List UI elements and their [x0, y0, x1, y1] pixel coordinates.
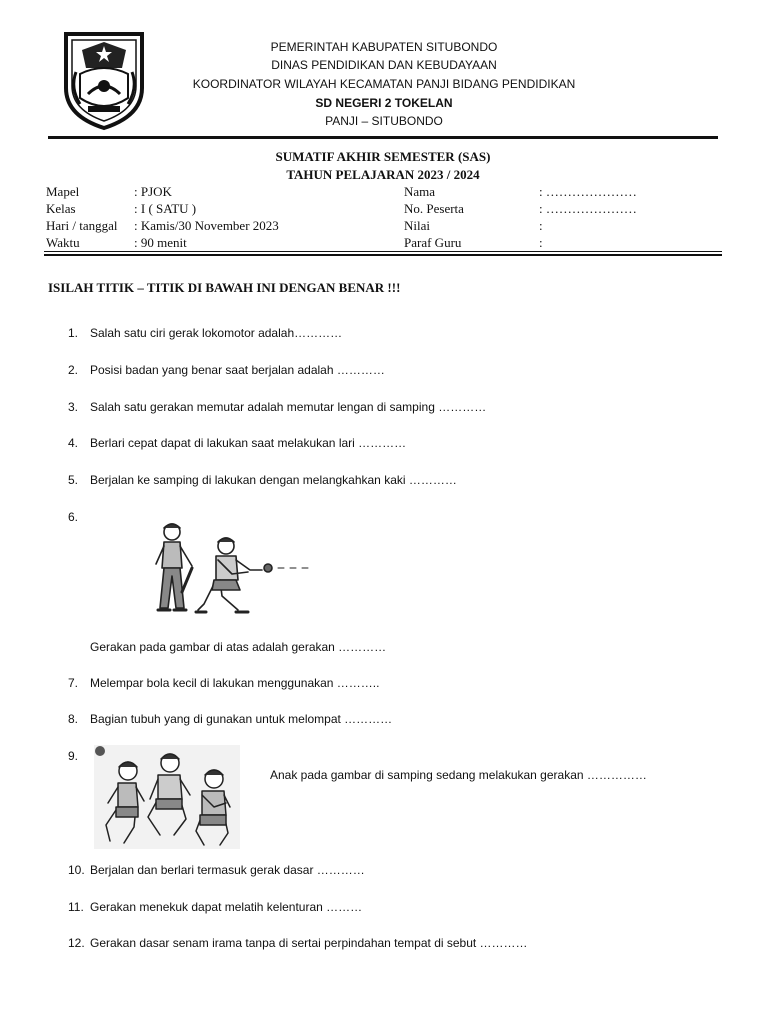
question-item	[68, 363, 385, 377]
header-school-name: SD NEGERI 2 TOKELAN	[315, 96, 453, 110]
info-label-time: Waktu	[46, 235, 80, 250]
question-number: 4.	[68, 436, 79, 450]
info-value-time: : 90 menit	[134, 235, 187, 250]
exam-year: TAHUN PELAJARAN 2023 / 2024	[286, 167, 480, 182]
info-label-subject: Mapel	[46, 184, 80, 199]
question-number: 7.	[68, 676, 79, 690]
question-number: 1.	[68, 326, 79, 340]
question-item	[68, 436, 406, 450]
header-location: PANJI – SITUBONDO	[325, 114, 443, 128]
question-number: 12.	[68, 936, 85, 950]
header-divider	[48, 136, 718, 139]
question-number: 10.	[68, 863, 85, 877]
question-item	[68, 900, 362, 914]
question-item	[68, 749, 90, 763]
info-value-subject: : PJOK	[134, 184, 172, 199]
question-text: Bagian tubuh yang di gunakan untuk melompat …………	[90, 712, 393, 726]
info-divider-thin	[44, 251, 722, 252]
info-label-teacher-signature: Paraf Guru	[404, 235, 462, 250]
question-item	[68, 473, 457, 487]
info-value-teacher-signature: :	[539, 235, 543, 250]
question-6-caption: Gerakan pada gambar di atas adalah gerakan …………	[90, 640, 387, 654]
question-number: 11.	[68, 900, 84, 914]
info-label-date: Hari / tanggal	[46, 218, 118, 233]
question-item	[68, 712, 392, 726]
question-number: 3.	[68, 400, 79, 414]
question-text: Salah satu ciri gerak lokomotor adalah…………	[90, 326, 343, 340]
info-divider-thick	[44, 254, 722, 256]
info-value-participant-number: : …………………	[539, 201, 637, 216]
info-value-name: : …………………	[539, 184, 637, 199]
question-number: 8.	[68, 712, 79, 726]
question-item	[68, 863, 365, 877]
question-item	[68, 510, 90, 524]
batting-children-illustration	[138, 516, 318, 624]
jumping-children-illustration	[94, 745, 240, 849]
question-item	[68, 936, 528, 950]
question-text: Berjalan dan berlari termasuk gerak dasar …………	[90, 863, 365, 877]
question-text: Berlari cepat dapat di lakukan saat melakukan lari …………	[90, 436, 407, 450]
header-department-line: DINAS PENDIDIKAN DAN KEBUDAYAAN	[271, 58, 497, 72]
question-item	[68, 400, 486, 414]
info-value-date: : Kamis/30 November 2023	[134, 218, 279, 233]
info-value-score: :	[539, 218, 543, 233]
info-label-participant-number: No. Peserta	[404, 201, 464, 216]
regency-emblem-logo	[58, 28, 150, 132]
question-number: 2.	[68, 363, 79, 377]
question-text: Gerakan dasar senam irama tanpa di sertai perpindahan tempat di sebut …………	[90, 936, 528, 950]
info-label-class: Kelas	[46, 201, 76, 216]
question-text: Gerakan menekuk dapat melatih kelenturan ………	[90, 900, 363, 914]
question-number: 6.	[68, 510, 79, 524]
question-text: Berjalan ke samping di lakukan dengan melangkahkan kaki …………	[90, 473, 457, 487]
header-government-line: PEMERINTAH KABUPATEN SITUBONDO	[270, 40, 498, 54]
info-value-class: : I ( SATU )	[134, 201, 197, 216]
question-text: Melempar bola kecil di lakukan menggunakan ………..	[90, 676, 380, 690]
instruction-heading: ISILAH TITIK – TITIK DI BAWAH INI DENGAN BENAR !!!	[48, 280, 401, 295]
header-coordinator-line: KOORDINATOR WILAYAH KECAMATAN PANJI BIDANG PENDIDIKAN	[192, 77, 576, 91]
question-9-caption: Anak pada gambar di samping sedang melakukan gerakan ……………	[270, 768, 647, 782]
question-number: 9.	[68, 749, 79, 763]
exam-title: SUMATIF AKHIR SEMESTER (SAS)	[275, 149, 491, 164]
question-text: Posisi badan yang benar saat berjalan adalah …………	[90, 363, 385, 377]
info-label-name: Nama	[404, 184, 436, 199]
question-number: 5.	[68, 473, 79, 487]
question-item	[68, 676, 379, 690]
question-text: Salah satu gerakan memutar adalah memutar lengan di samping …………	[90, 400, 487, 414]
question-item	[68, 326, 342, 340]
info-label-score: Nilai	[404, 218, 430, 233]
